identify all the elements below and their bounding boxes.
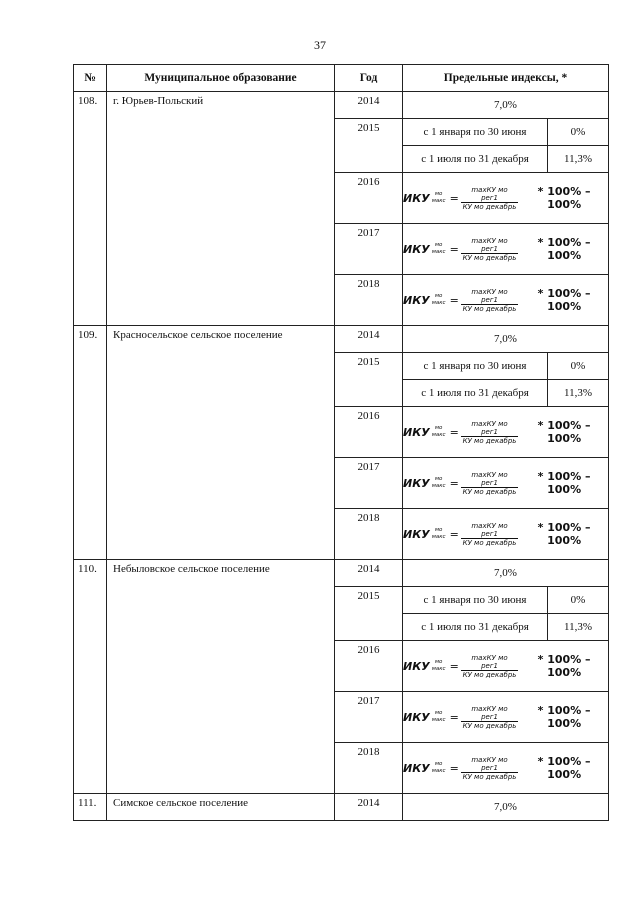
year-cell: 2014	[335, 794, 403, 821]
formula: ИКУ мо макс = $\frac{\text{maxКУ мо рег1}}{\text{КУ мо декабрь}}$ * 100% – 100%	[403, 755, 591, 781]
year-cell: 2017	[335, 692, 403, 743]
row-number: 109.	[74, 326, 107, 560]
period-label: с 1 января по 30 июня	[403, 119, 548, 145]
table-header-row	[74, 65, 609, 92]
index-value: 7,0%	[403, 794, 609, 821]
municipality-name: Красносельское сельское поселение	[107, 326, 335, 560]
period-value: 0%	[570, 360, 586, 372]
year-cell: 2016	[335, 173, 403, 224]
formula: ИКУ мо макс = $\frac{\text{maxКУ мо рег1}}{\text{КУ мо декабрь}}$ * 100% – 100%	[403, 470, 591, 496]
year-cell: 2014	[335, 92, 403, 119]
formula: ИКУ мо макс = $\frac{\text{maxКУ мо рег1}}{\text{КУ мо декабрь}}$ * 100% – 100%	[403, 287, 591, 313]
formula: ИКУ мо макс = $\frac{\text{maxКУ мо рег1}}{\text{КУ мо декабрь}}$ * 100% – 100%	[403, 236, 591, 262]
header-year: Год	[335, 65, 403, 92]
page-number: 37	[314, 38, 326, 52]
year-cell: 2014	[335, 560, 403, 587]
header-name: Муниципальное образование	[107, 65, 335, 92]
table-row	[74, 92, 609, 119]
year-cell: 2018	[335, 275, 403, 326]
header-num: №	[74, 65, 107, 92]
indices-table	[73, 64, 609, 821]
formula: ИКУ мо макс = $\frac{\text{maxКУ мо рег1}}{\text{КУ мо декабрь}}$ * 100% – 100%	[403, 419, 591, 445]
row-number: 108.	[74, 92, 107, 326]
period-value: 11,3%	[563, 621, 592, 633]
period-value: 0%	[570, 126, 586, 138]
index-value: 7,0%	[403, 326, 609, 353]
period-value: 11,3%	[563, 387, 592, 399]
year-cell: 2015	[335, 587, 403, 641]
table-row	[74, 326, 609, 353]
period-value: 0%	[570, 594, 586, 606]
period-value: 11,3%	[563, 153, 592, 165]
table-row	[74, 794, 609, 821]
municipality-name: Небыловское сельское поселение	[107, 560, 335, 794]
municipality-name: Симское сельское поселение	[107, 794, 335, 821]
row-number: 110.	[74, 560, 107, 794]
formula: ИКУ мо макс = $\frac{\text{maxКУ мо рег1}}{\text{КУ мо декабрь}}$ * 100% – 100%	[403, 185, 591, 211]
year-cell: 2018	[335, 509, 403, 560]
table-row	[74, 560, 609, 587]
index-value: 7,0%	[403, 92, 609, 119]
period-label: с 1 июля по 31 декабря	[403, 380, 548, 406]
year-cell: 2017	[335, 224, 403, 275]
period-label: с 1 июля по 31 декабря	[403, 614, 548, 640]
period-label: с 1 января по 30 июня	[403, 353, 548, 379]
row-number: 111.	[74, 794, 107, 821]
year-cell: 2015	[335, 353, 403, 407]
table-body	[74, 92, 609, 821]
year-cell: 2018	[335, 743, 403, 794]
period-label: с 1 июля по 31 декабря	[403, 146, 548, 172]
formula: ИКУ мо макс = $\frac{\text{maxКУ мо рег1}}{\text{КУ мо декабрь}}$ * 100% – 100%	[403, 653, 591, 679]
header-indices: Предельные индексы, *	[403, 65, 609, 92]
formula: ИКУ мо макс = $\frac{\text{maxКУ мо рег1}}{\text{КУ мо декабрь}}$ * 100% – 100%	[403, 704, 591, 730]
year-cell: 2014	[335, 326, 403, 353]
year-cell: 2015	[335, 119, 403, 173]
index-value: 7,0%	[403, 560, 609, 587]
period-label: с 1 января по 30 июня	[403, 587, 548, 613]
year-cell: 2016	[335, 641, 403, 692]
year-cell: 2016	[335, 407, 403, 458]
formula: ИКУ мо макс = $\frac{\text{maxКУ мо рег1}}{\text{КУ мо декабрь}}$ * 100% – 100%	[403, 521, 591, 547]
municipality-name: г. Юрьев-Польский	[107, 92, 335, 326]
year-cell: 2017	[335, 458, 403, 509]
